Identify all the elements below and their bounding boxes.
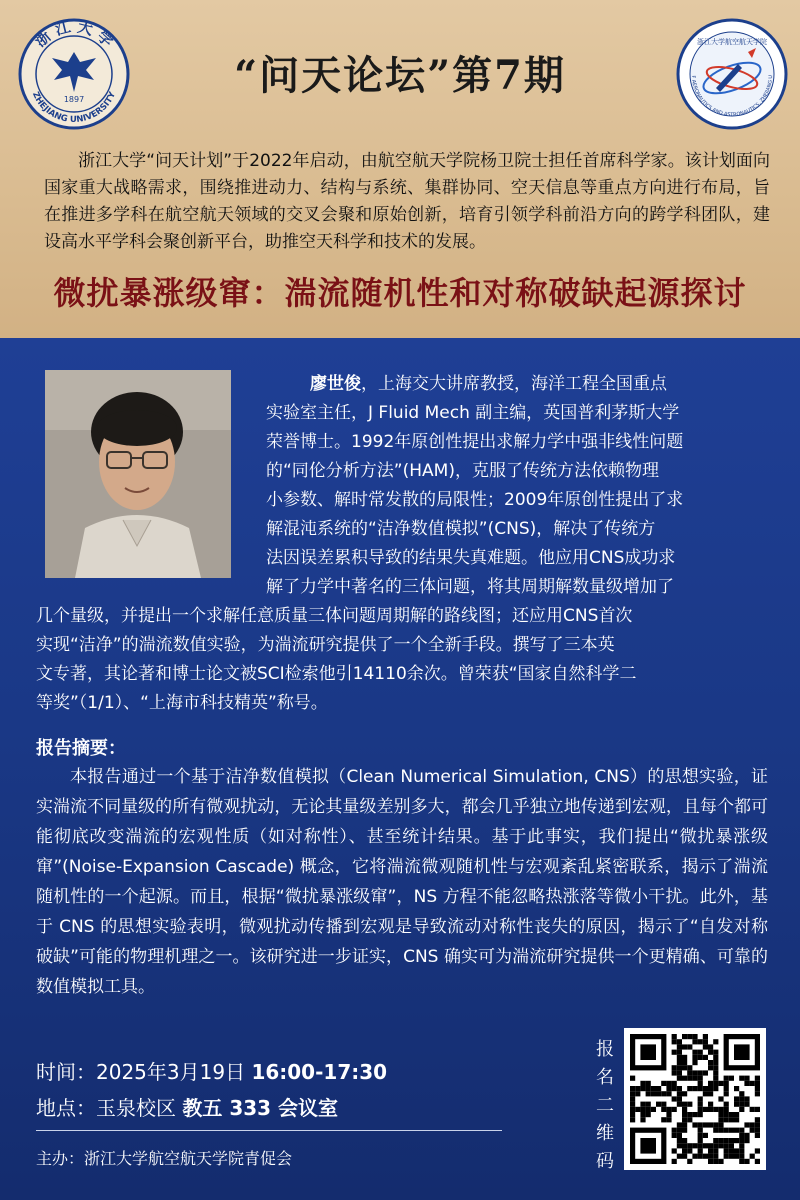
qr-module (687, 1148, 692, 1153)
qr-module (661, 1117, 666, 1122)
qr-module (703, 1107, 708, 1112)
qr-module (687, 1070, 692, 1075)
qr-module (724, 1086, 729, 1091)
place-room: 教五 333 会议室 (182, 1096, 339, 1120)
qr-module (677, 1091, 682, 1096)
qr-module (692, 1086, 697, 1091)
qr-module (744, 1081, 749, 1086)
qr-module (739, 1091, 744, 1096)
qr-module (677, 1102, 682, 1107)
footer-divider (36, 1130, 502, 1131)
qr-module (734, 1128, 739, 1133)
qr-module (713, 1055, 718, 1060)
qr-module (692, 1070, 697, 1075)
qr-module (692, 1076, 697, 1081)
qr-module (672, 1081, 677, 1086)
qr-module (687, 1112, 692, 1117)
qr-module (739, 1107, 744, 1112)
qr-module (718, 1122, 723, 1127)
qr-module (755, 1117, 760, 1122)
qr-module (708, 1060, 713, 1065)
qr-module (708, 1148, 713, 1153)
qr-module (724, 1143, 729, 1148)
qr-module (713, 1086, 718, 1091)
qr-module (692, 1154, 697, 1159)
qr-module (713, 1065, 718, 1070)
qr-module (672, 1128, 677, 1133)
qr-module (651, 1107, 656, 1112)
qr-module (724, 1112, 729, 1117)
qr-module (739, 1096, 744, 1101)
qr-module (739, 1076, 744, 1081)
speaker-name: 廖世俊 (310, 374, 361, 394)
qr-module (687, 1034, 692, 1039)
bio-line: 等奖”（1/1）、“上海市科技精英”称号。 (36, 693, 328, 713)
qr-module (724, 1076, 729, 1081)
qr-module (687, 1117, 692, 1122)
qr-module (682, 1112, 687, 1117)
qr-module (724, 1128, 729, 1133)
qr-module (682, 1107, 687, 1112)
qr-module (646, 1081, 651, 1086)
qr-module (724, 1148, 729, 1153)
qr-module (630, 1102, 635, 1107)
qr-module (755, 1091, 760, 1096)
qr-module (739, 1154, 744, 1159)
qr-module (739, 1138, 744, 1143)
qr-module (630, 1086, 635, 1091)
qr-module (640, 1112, 645, 1117)
seal-bottom-text: ZHEJIANG UNIVERSITY (29, 90, 119, 126)
qr-module (734, 1154, 739, 1159)
qr-module (640, 1102, 645, 1107)
program-intro: 浙江大学“问天计划”于2022年启动，由航空航天学院杨卫院士担任首席科学家。该计划面向国家重大战略需求，围绕推进动力、结构与系统、集群协同、空天信息等重点方向进行布局，旨在推进多学科在航空航天领域的交叉会聚和原始创新，培育引领学科前沿方向的跨学科团队，建设高水平学科会聚创新平台，助推空天科学和技术的发展。 (44, 151, 770, 252)
qr-module (672, 1133, 677, 1138)
bio-line: 解了力学中著名的三体问题，将其周期解数量级增加了 (266, 577, 674, 597)
qr-module (687, 1065, 692, 1070)
qr-module (703, 1091, 708, 1096)
qr-module (635, 1091, 640, 1096)
qr-module (713, 1148, 718, 1153)
qr-module (698, 1050, 703, 1055)
qr-module (703, 1133, 708, 1138)
qr-module (739, 1143, 744, 1148)
qr-module (682, 1143, 687, 1148)
qr-module (682, 1117, 687, 1122)
qr-module (755, 1122, 760, 1127)
qr-module (718, 1096, 723, 1101)
qr-module (682, 1065, 687, 1070)
qr-module (744, 1159, 749, 1164)
qr-module (682, 1076, 687, 1081)
header-band (0, 0, 800, 338)
qr-module (635, 1107, 640, 1112)
qr-module (677, 1128, 682, 1133)
qr-module (698, 1070, 703, 1075)
qr-module (677, 1138, 682, 1143)
qr-module (750, 1122, 755, 1127)
speaker-photo (45, 370, 231, 578)
qr-module (666, 1112, 671, 1117)
qr-module (718, 1159, 723, 1164)
qr-module (734, 1117, 739, 1122)
qr-module (698, 1102, 703, 1107)
qr-code-icon[interactable] (624, 1028, 766, 1170)
qr-module (677, 1044, 682, 1049)
qr-module (630, 1112, 635, 1117)
qr-module (750, 1154, 755, 1159)
qr-module (646, 1091, 651, 1096)
qr-module (755, 1107, 760, 1112)
qr-module (687, 1143, 692, 1148)
qr-module (734, 1096, 739, 1101)
qr-module (682, 1154, 687, 1159)
qr-module (703, 1055, 708, 1060)
qr-module (672, 1086, 677, 1091)
emblem-top-text: 浙江大学航空航天学院 (697, 38, 767, 46)
qr-module (698, 1055, 703, 1060)
abstract-heading: 报告摘要： (36, 738, 126, 759)
bio-line: 小参数、解时常发散的局限性；2009年原创性提出了求 (266, 490, 684, 510)
event-host: 主办：浙江大学航空航天学院青促会 (36, 1149, 293, 1168)
qr-module (750, 1081, 755, 1086)
qr-module (698, 1122, 703, 1127)
qr-module (692, 1122, 697, 1127)
qr-module (661, 1091, 666, 1096)
qr-module (729, 1143, 734, 1148)
qr-module (708, 1050, 713, 1055)
qr-module (703, 1070, 708, 1075)
qr-module (672, 1039, 677, 1044)
qr-module (750, 1128, 755, 1133)
qr-module (724, 1138, 729, 1143)
qr-module (666, 1107, 671, 1112)
qr-module (682, 1122, 687, 1127)
qr-module (687, 1044, 692, 1049)
qr-module (682, 1034, 687, 1039)
qr-module (661, 1102, 666, 1107)
qr-module (718, 1117, 723, 1122)
qr-module (692, 1039, 697, 1044)
bio-line: 廖世俊，上海交大讲席教授，海洋工程全国重点 (310, 374, 667, 394)
qr-module (729, 1128, 734, 1133)
qr-module (682, 1091, 687, 1096)
qr-module (713, 1159, 718, 1164)
qr-module (713, 1107, 718, 1112)
qr-module (755, 1128, 760, 1133)
qr-module (646, 1112, 651, 1117)
qr-module (698, 1096, 703, 1101)
qr-module (703, 1034, 708, 1039)
qr-module (672, 1065, 677, 1070)
qr-module (724, 1081, 729, 1086)
qr-label: 报 名 二 维 码 (596, 1039, 614, 1172)
qr-module (677, 1143, 682, 1148)
qr-module (713, 1128, 718, 1133)
qr-module (755, 1133, 760, 1138)
qr-module (698, 1107, 703, 1112)
qr-module (729, 1148, 734, 1153)
qr-module (640, 1117, 645, 1122)
qr-module (677, 1050, 682, 1055)
qr-module (692, 1055, 697, 1060)
qr-module (672, 1096, 677, 1101)
qr-module (677, 1122, 682, 1127)
qr-module (635, 1086, 640, 1091)
qr-module (708, 1107, 713, 1112)
bio-line: 几个量级，并提出一个求解任意质量三体问题周期解的路线图；还应用CNS首次 (36, 606, 633, 626)
qr-module (666, 1091, 671, 1096)
qr-module (687, 1086, 692, 1091)
qr-module (687, 1076, 692, 1081)
qr-finder (640, 1138, 656, 1154)
qr-module (677, 1055, 682, 1060)
qr-module (729, 1154, 734, 1159)
forum-title: “问天论坛”第7期 (234, 52, 566, 99)
qr-module (713, 1076, 718, 1081)
bio-line: 解混沌系统的“洁净数值模拟”(CNS)，解决了传统方 (266, 519, 656, 539)
qr-module (744, 1096, 749, 1101)
qr-module (718, 1143, 723, 1148)
qr-module (630, 1117, 635, 1122)
qr-module (682, 1055, 687, 1060)
qr-module (672, 1034, 677, 1039)
qr-module (677, 1086, 682, 1091)
qr-module (630, 1107, 635, 1112)
qr-module (734, 1138, 739, 1143)
qr-module (682, 1148, 687, 1153)
qr-module (698, 1128, 703, 1133)
qr-module (750, 1107, 755, 1112)
qr-module (708, 1143, 713, 1148)
qr-module (682, 1128, 687, 1133)
qr-module (718, 1081, 723, 1086)
qr-module (677, 1096, 682, 1101)
qr-module (640, 1081, 645, 1086)
qr-module (698, 1133, 703, 1138)
qr-module (698, 1086, 703, 1091)
qr-module (713, 1070, 718, 1075)
qr-module (698, 1143, 703, 1148)
qr-module (698, 1081, 703, 1086)
qr-module (708, 1159, 713, 1164)
qr-module (755, 1086, 760, 1091)
qr-module (703, 1086, 708, 1091)
qr-module (703, 1154, 708, 1159)
qr-module (744, 1076, 749, 1081)
qr-module (739, 1102, 744, 1107)
qr-module (646, 1102, 651, 1107)
qr-finder (734, 1044, 750, 1060)
qr-module (640, 1086, 645, 1091)
qr-module (661, 1081, 666, 1086)
bio-line: 文专著，其论著和博士论文被SCI检索他引14110余次。曾荣获“国家自然科学二 (36, 664, 637, 684)
qr-module (734, 1102, 739, 1107)
qr-module (703, 1143, 708, 1148)
qr-module (734, 1086, 739, 1091)
qr-module (677, 1154, 682, 1159)
qr-module (718, 1128, 723, 1133)
qr-module (651, 1086, 656, 1091)
talk-title: 微扰暴涨级窜：湍流随机性和对称破缺起源探讨 (53, 274, 747, 312)
qr-module (739, 1148, 744, 1153)
bio-line: 法因误差累积导致的结果失真难题。他应用CNS成功求 (266, 548, 676, 568)
qr-module (708, 1044, 713, 1049)
qr-module (672, 1159, 677, 1164)
qr-module (672, 1070, 677, 1075)
qr-module (744, 1122, 749, 1127)
qr-module (698, 1112, 703, 1117)
qr-module (656, 1086, 661, 1091)
qr-module (739, 1133, 744, 1138)
qr-module (692, 1143, 697, 1148)
aerospace-school-emblem-icon (676, 18, 788, 130)
qr-module (729, 1117, 734, 1122)
qr-module (729, 1112, 734, 1117)
qr-module (698, 1148, 703, 1153)
qr-module (713, 1050, 718, 1055)
qr-module (677, 1039, 682, 1044)
qr-module (698, 1076, 703, 1081)
qr-module (672, 1050, 677, 1055)
qr-module (713, 1122, 718, 1127)
qr-module (698, 1039, 703, 1044)
qr-module (713, 1081, 718, 1086)
qr-module (739, 1128, 744, 1133)
qr-module (656, 1102, 661, 1107)
event-place: 地点：玉泉校区 教五 333 会议室 (36, 1096, 339, 1120)
bio-line: 的“同伦分析方法”(HAM)，克服了传统方法依赖物理 (266, 461, 659, 481)
qr-module (698, 1138, 703, 1143)
qr-module (729, 1076, 734, 1081)
qr-module (677, 1060, 682, 1065)
qr-module (692, 1034, 697, 1039)
qr-module (718, 1112, 723, 1117)
qr-module (734, 1148, 739, 1153)
qr-module (677, 1076, 682, 1081)
qr-module (718, 1107, 723, 1112)
zhejiang-university-seal-icon (18, 18, 130, 130)
qr-module (687, 1159, 692, 1164)
qr-module (661, 1107, 666, 1112)
qr-module (724, 1102, 729, 1107)
qr-module (708, 1102, 713, 1107)
qr-module (677, 1133, 682, 1138)
bio-line: 荣誉博士。1992年原创性提出求解力学中强非线性问题 (266, 432, 684, 452)
qr-module (713, 1138, 718, 1143)
qr-module (682, 1060, 687, 1065)
bio-line: 实验室主任，J Fluid Mech 副主编，英国普利茅斯大学 (266, 403, 680, 423)
qr-module (630, 1076, 635, 1081)
qr-module (724, 1091, 729, 1096)
bio-line: 实现“洁净”的湍流数值实验，为湍流研究提供了一个全新手段。撰写了三本英 (36, 635, 615, 655)
event-time: 时间：2025年3月19日 16:00-17:30 (36, 1060, 388, 1084)
qr-module (708, 1065, 713, 1070)
qr-module (692, 1060, 697, 1065)
qr-module (744, 1138, 749, 1143)
qr-module (713, 1143, 718, 1148)
qr-module (708, 1154, 713, 1159)
qr-module (698, 1154, 703, 1159)
qr-module (646, 1086, 651, 1091)
qr-module (713, 1060, 718, 1065)
qr-module (682, 1102, 687, 1107)
qr-module (744, 1102, 749, 1107)
qr-module (755, 1081, 760, 1086)
qr-module (718, 1138, 723, 1143)
qr-module (666, 1086, 671, 1091)
qr-module (708, 1091, 713, 1096)
seal-top-text: 浙 江 大 学 (31, 18, 117, 51)
qr-module (672, 1107, 677, 1112)
qr-module (687, 1102, 692, 1107)
qr-module (708, 1081, 713, 1086)
qr-module (729, 1138, 734, 1143)
qr-module (682, 1044, 687, 1049)
qr-module (755, 1159, 760, 1164)
qr-module (677, 1070, 682, 1075)
qr-module (677, 1065, 682, 1070)
qr-module (734, 1112, 739, 1117)
qr-module (724, 1107, 729, 1112)
qr-module (703, 1122, 708, 1127)
qr-module (646, 1107, 651, 1112)
qr-finder (640, 1044, 656, 1060)
qr-module (708, 1086, 713, 1091)
qr-module (713, 1039, 718, 1044)
qr-module (666, 1117, 671, 1122)
qr-module (630, 1096, 635, 1101)
time-range: 16:00-17:30 (251, 1060, 388, 1084)
qr-module (755, 1148, 760, 1153)
qr-module (682, 1138, 687, 1143)
qr-module (713, 1154, 718, 1159)
qr-module (755, 1076, 760, 1081)
seal-year: 1897 (63, 95, 85, 104)
abstract-text: 本报告通过一个基于洁净数值模拟（Clean Numerical Simulation, CNS）的思想实验，证实湍流不同量级的所有微观扰动，无论其量级差别多大，都会几乎独立地传递到宏观，且每个都可能彻底改变湍流的宏观性质（如对称性）、甚至统计结果。基于此事实，我们提出“微扰暴涨级窜”(Noise-Expansion Cascade) 概念，它将湍流微观随机性与宏观紊乱紧密联系，揭示了湍流随机性的一个起源。而且，根据“微扰暴涨级窜”，NS 方程不能忽略热涨落等微小干扰。此外，基于 CNS 的思想实验表明，微观扰动传播到宏观是导致流动对称性丧失的原因，揭示了“自发对称破缺”可能的物理机理之一。该研究进一步证实，CNS 确实可为湍流研究提供一个更精确、可靠的数值模拟工具。 (36, 767, 768, 997)
qr-module (630, 1091, 635, 1096)
qr-module (692, 1112, 697, 1117)
qr-module (703, 1039, 708, 1044)
qr-module (666, 1081, 671, 1086)
qr-module (724, 1117, 729, 1122)
qr-module (703, 1044, 708, 1049)
qr-module (724, 1154, 729, 1159)
qr-module (739, 1159, 744, 1164)
qr-module (744, 1133, 749, 1138)
qr-module (708, 1122, 713, 1127)
qr-module (651, 1091, 656, 1096)
qr-module (692, 1050, 697, 1055)
qr-module (672, 1148, 677, 1153)
qr-module (656, 1091, 661, 1096)
qr-module (640, 1107, 645, 1112)
emblem-ring-text: F AERONAUTICS AND ASTRONAUTICS, ZHEJIANG U (689, 74, 775, 119)
